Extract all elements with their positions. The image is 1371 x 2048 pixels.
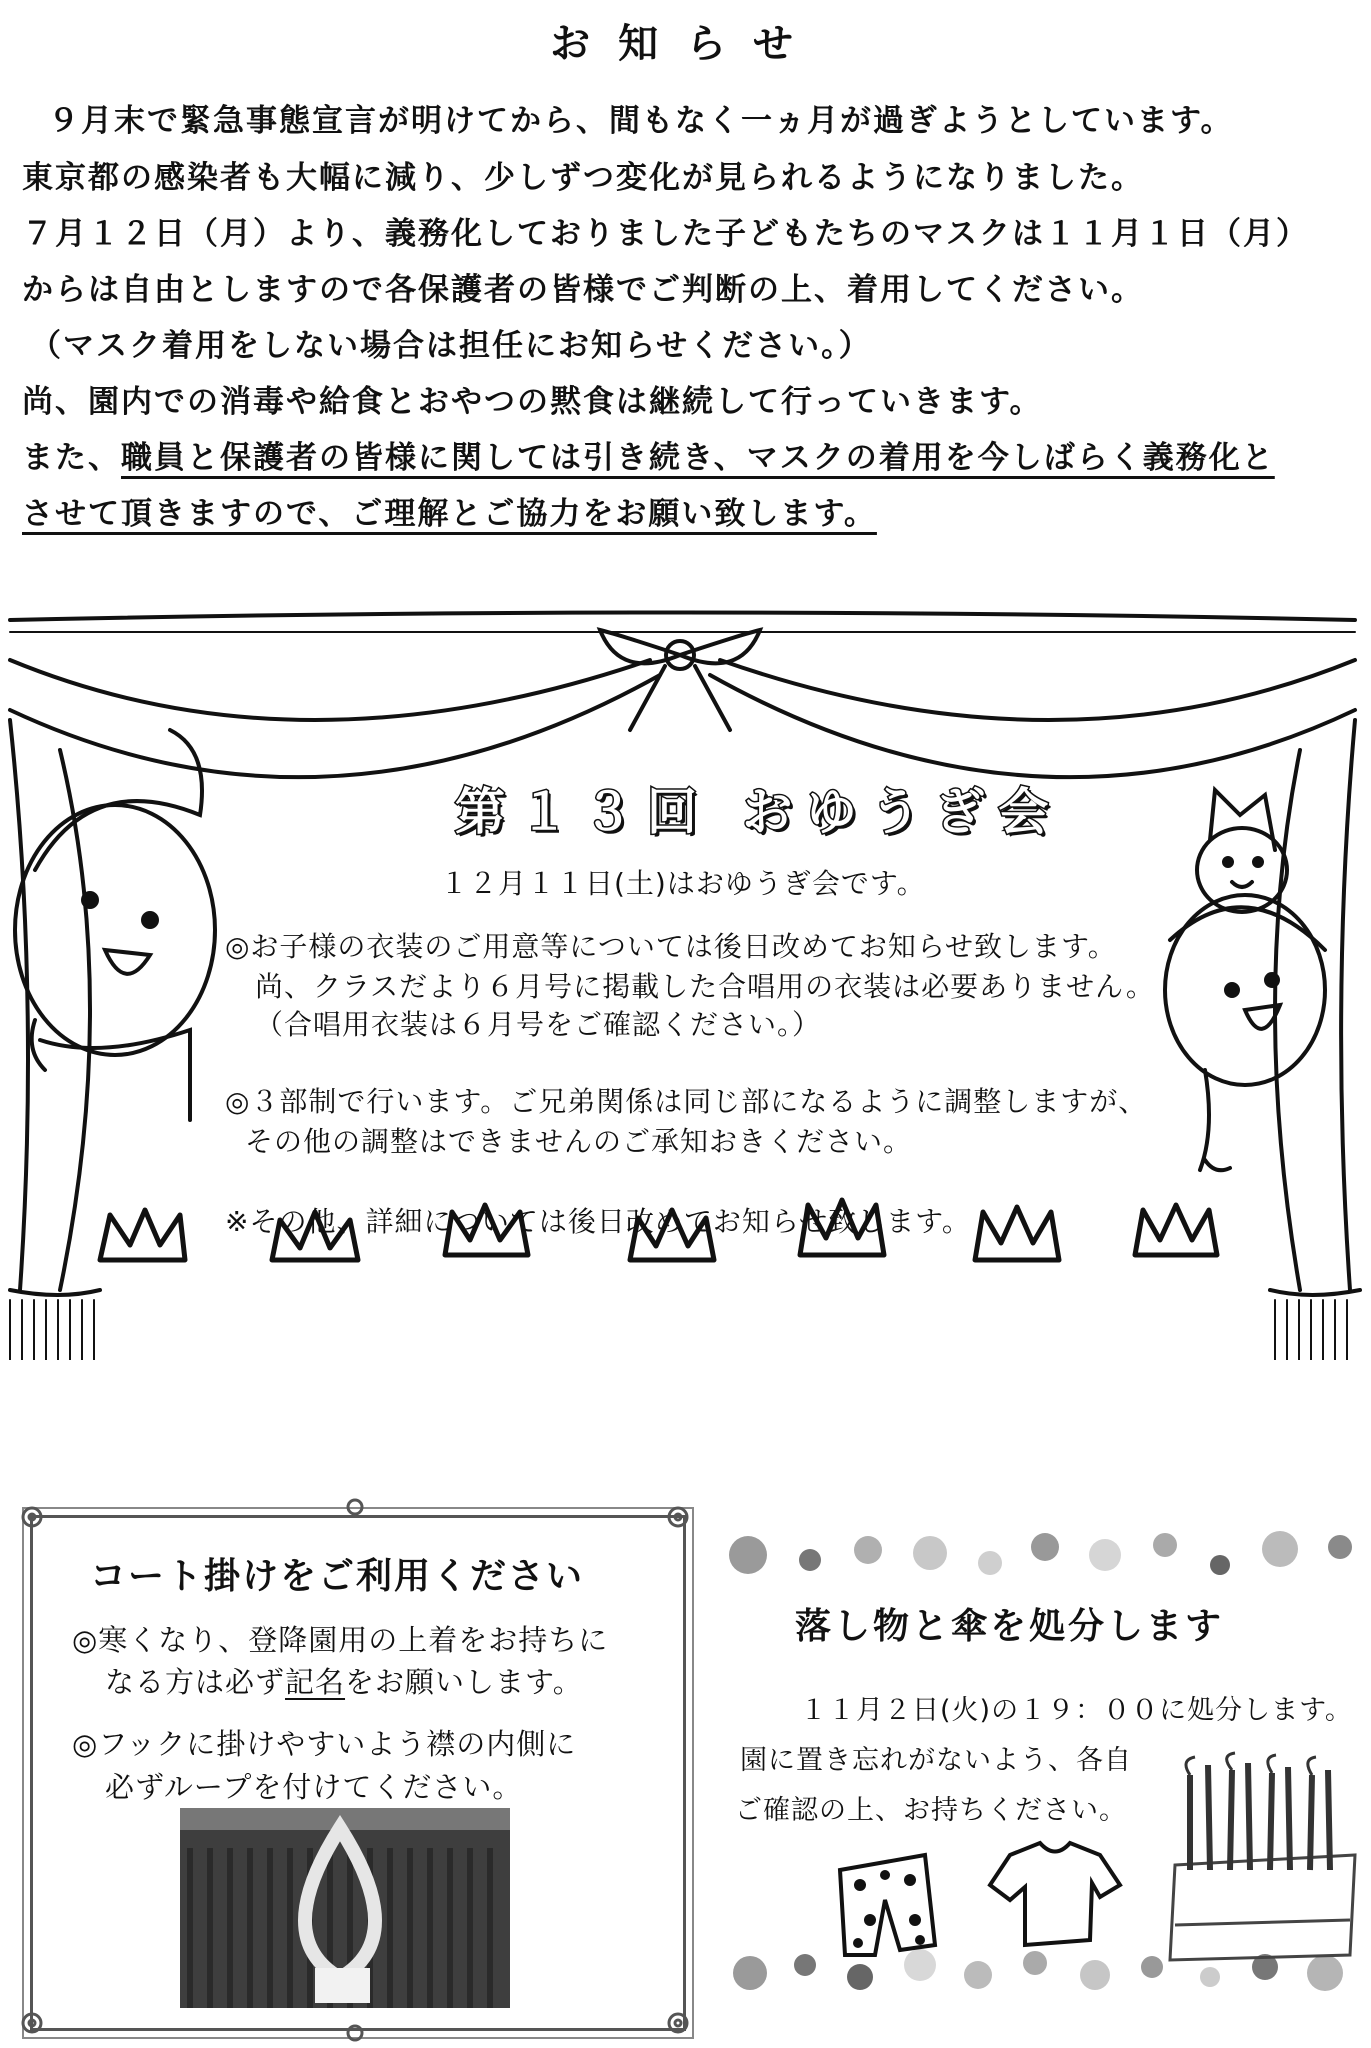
notice-line-6: 尚、園内での消毒や給食とおやつの黙食は継続して行っていきます。 <box>22 384 1043 420</box>
notice-line-7-underlined: 職員と保護者の皆様に関しては引き続き、マスクの着用を今しばらく義務化と <box>121 440 1275 476</box>
lost-line-2: 園に置き忘れがないよう、各自 <box>740 1745 1132 1776</box>
recital-costume-3: （合唱用衣装は６月号をご確認ください。） <box>255 1008 822 1041</box>
coat-item1-line1: ◎寒くなり、登降園用の上着をお持ちに <box>72 1623 609 1657</box>
recital-parts-2: その他の調整はできませんのご承知おきください。 <box>245 1125 913 1158</box>
notice-line-7-prefix: また、 <box>22 440 121 476</box>
notice-line-4: からは自由としますので各保護者の皆様でご判断の上、着用してください。 <box>22 272 1144 308</box>
recital-costume-2: 尚、クラスだより６月号に掲載した合唱用の衣装は必要ありません。 <box>255 970 1155 1003</box>
notice-line-1: ９月末で緊急事態宣言が明けてから、間もなく一ヵ月が過ぎようとしています。 <box>48 103 1234 139</box>
notice-line-8 <box>22 488 877 533</box>
coat-item2-line2: 必ずループを付けてください。 <box>105 1770 523 1804</box>
notice-line-3: ７月１２日（月）より、義務化しておりました子どもたちのマスクは１１月１日（月） <box>22 216 1309 252</box>
coat-item1-line2 <box>105 1660 583 1701</box>
lost-title: 落し物と傘を処分します <box>795 1606 1225 1647</box>
coat-title: コート掛けをご利用ください <box>90 1556 585 1597</box>
recital-title: 第１３回 おゆうぎ会 <box>455 783 1063 841</box>
recital-parts-1: ◎３部制で行います。ご兄弟関係は同じ部になるように調整しますが、 <box>225 1085 1148 1118</box>
notice-line-8-underlined: させて頂きますので、ご理解とご協力をお願い致します。 <box>22 496 877 532</box>
notice-line-2: 東京都の感染者も大幅に減り、少しずつ変化が見られるようになりました。 <box>22 160 1144 196</box>
notice-line-7 <box>22 432 1275 477</box>
recital-other: ※その他、詳細については後日改めてお知らせ致します。 <box>225 1205 971 1238</box>
coat-loop-photo <box>180 1808 510 2008</box>
lost-line-3: ご確認の上、お持ちください。 <box>735 1795 1127 1826</box>
recital-costume-1: ◎お子様の衣装のご用意等については後日改めてお知らせ致します。 <box>225 930 1117 963</box>
coat-item2-line1: ◎フックに掛けやすいよう襟の内側に <box>72 1727 577 1761</box>
notice-line-5: （マスク着用をしない場合は担任にお知らせください。） <box>30 328 872 364</box>
coat-item1-line2-b: をお願いします。 <box>345 1665 583 1699</box>
lost-line-1: １１月２日(火)の１９：００に処分します。 <box>800 1695 1353 1726</box>
coat-item1-line2-underlined: 記名 <box>285 1665 346 1699</box>
coat-item1-line2-a: なる方は必ず <box>105 1665 286 1699</box>
recital-date: １２月１１日(土)はおゆうぎ会です。 <box>440 867 926 900</box>
notice-title: お知らせ <box>550 21 821 67</box>
